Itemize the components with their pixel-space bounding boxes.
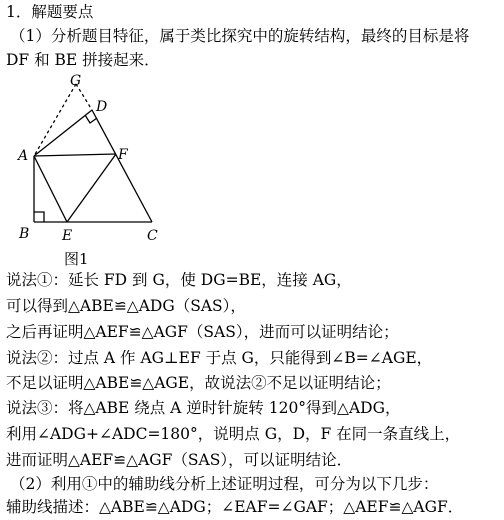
method-line-2: 可以得到△ABE≌△ADG（SAS）， [6,297,246,315]
method-line-6: 说法③：将△ABE 绕点 A 逆时针旋转 120°得到△ADG， [6,399,401,417]
method-line-5: 不足以证明△ABE≌△AGE，故说法②不足以证明结论； [6,374,391,392]
segment-ef [67,154,116,222]
method-line-8: 进而证明△AEF≌△AGF（SAS），可以证明结论． [6,451,353,469]
part1-line2: DF 和 BE 拼接起来． [6,51,160,69]
label-g: G [70,73,82,89]
geometry-figure [14,72,174,250]
method-line-7: 利用∠ADG+∠ADC=180°，说明点 G，D，F 在同一条直线上， [6,425,461,443]
segment-ad [34,110,92,156]
label-a: A [18,148,29,164]
label-d: D [96,99,108,115]
method-line-4: 说法②：过点 A 作 AG⊥EF 于点 G，只能得到∠B=∠AGE， [6,349,433,367]
label-f: F [118,147,128,163]
right-angle-b [34,212,44,222]
label-c: C [147,228,158,244]
figure-caption: 图1 [64,250,89,268]
method-line-3: 之后再证明△AEF≌△AGF（SAS），进而可以证明结论； [6,323,399,341]
label-b: B [19,226,30,242]
label-e: E [62,228,73,244]
part2-line1: （2）利用①中的辅助线分析上述证明过程，可分为以下几步： [10,475,439,493]
part2-line2: 辅助线描述：△ABE≌△ADG；∠EAF=∠GAF；△AEF≌△AGF． [6,498,464,516]
segment-dc [92,110,152,222]
section-heading: 1．解题要点 [6,3,94,21]
segment-af [34,154,116,156]
part1-line1: （1）分析题目特征，属于类比探究中的旋转结构，最终的目标是将 [10,27,470,45]
method-line-1: 说法①：延长 FD 到 G，使 DG=BE，连接 AG， [6,271,352,289]
segment-ga [34,84,76,156]
